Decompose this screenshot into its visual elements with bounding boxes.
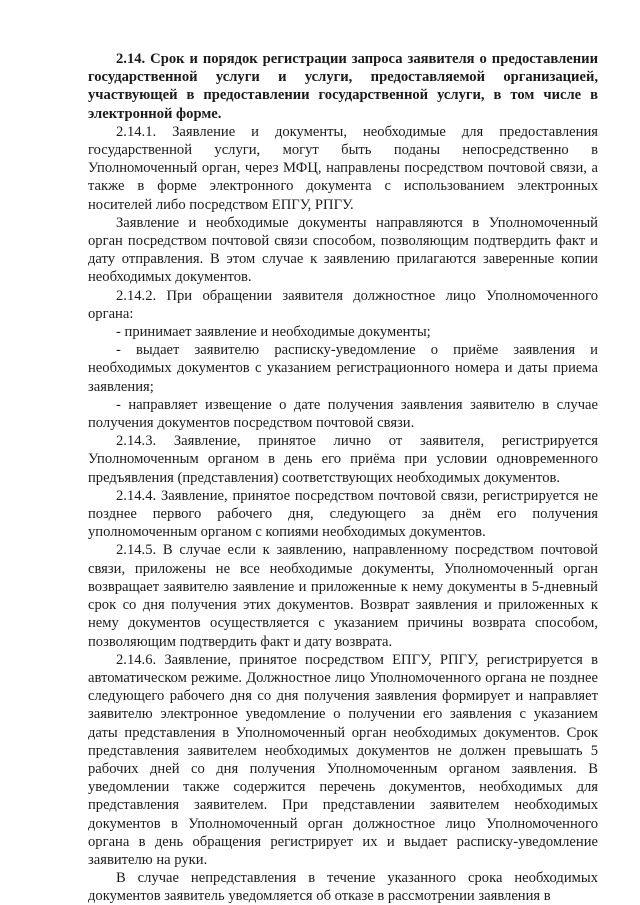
paragraph-postal-submission: Заявление и необходимые документы направляются в Уполномоченный орган посредством почтовой связи способом, позволяющим подтвердить факт и дату отправления. В этом случае к заявлению прилагаются заверенные копии необходимых документов. bbox=[88, 214, 598, 286]
paragraph-2-14-1: 2.14.1. Заявление и документы, необходимые для предоставления государственной услуги, могут быть поданы непосредственно в Уполномоченный орган, через МФЦ, направлены посредством почтовой связи, а также в форме электронного документа с использованием электронных носителей либо посредством ЕПГУ, РПГУ. bbox=[88, 123, 598, 213]
list-item-accepts: - принимает заявление и необходимые документы; bbox=[116, 324, 431, 341]
paragraph-2-14-3: 2.14.3. Заявление, принятое лично от заявителя, регистрируется Уполномоченным органом в день его приёма при условии одновременного предъявления (представления) соответствующих необходимых документов. bbox=[88, 433, 598, 486]
list-item-sends-notice: - направляет извещение о дате получения заявления заявителю в случае получения документов посредством почтовой связи. bbox=[88, 396, 598, 432]
list-item-issues-receipt: - выдает заявителю расписку-уведомление о приёме заявления и необходимых документов с указанием регистрационного номера и даты приема заявления; bbox=[88, 342, 598, 395]
paragraph-2-14-4: 2.14.4. Заявление, принятое посредством почтовой связи, регистрируется не позднее первого рабочего дня, следующего за днём его получения уполномоченным органом с копиями необходимых документов. bbox=[88, 487, 598, 541]
section-heading: 2.14. Срок и порядок регистрации запроса заявителя о предоставлении государственной услуги и услуги, предоставляемой организацией, участвующей в предоставлении государственной услуги, в том числе в электронной форме. bbox=[88, 51, 598, 122]
document-body bbox=[88, 50, 598, 905]
paragraph-2-14-2: 2.14.2. При обращении заявителя должностное лицо Уполномоченного органа: bbox=[88, 287, 598, 322]
paragraph-refusal-notice: В случае непредставления в течение указанного срока необходимых документов заявитель уведомляется об отказе в рассмотрении заявления в bbox=[88, 870, 598, 905]
paragraph-2-14-5: 2.14.5. В случае если к заявлению, направленному посредством почтовой связи, приложены не все необходимые документы, Уполномоченный орган возвращает заявителю заявление и приложенные к нему документы в 5-дневный срок со дня получения этих документов. Возврат заявления и приложенных к нему документов осуществляется с указанием причины возврата способом, позволяющим подтвердить факт и дату возврата. bbox=[88, 542, 598, 650]
paragraph-2-14-6: 2.14.6. Заявление, принятое посредством ЕПГУ, РПГУ, регистрируется в автоматическом режиме. Должностное лицо Уполномоченного органа не позднее следующего рабочего дня со дня получения заявления формирует и направляет заявителю электронное уведомление о получении его заявления с указанием даты представления в Уполномоченный орган необходимых документов. Срок представления заявителем необходимых документов не должен превышать 5 рабочих дней со дня получения Уполномоченным органом заявления. В уведомлении также содержится перечень документов, необходимых для представления заявителем. При представлении заявителем необходимых документов в Уполномоченный орган должностное лицо Уполномоченного органа в день обращения регистрирует их и выдает расписку-уведомление заявителю на руки. bbox=[88, 651, 598, 868]
